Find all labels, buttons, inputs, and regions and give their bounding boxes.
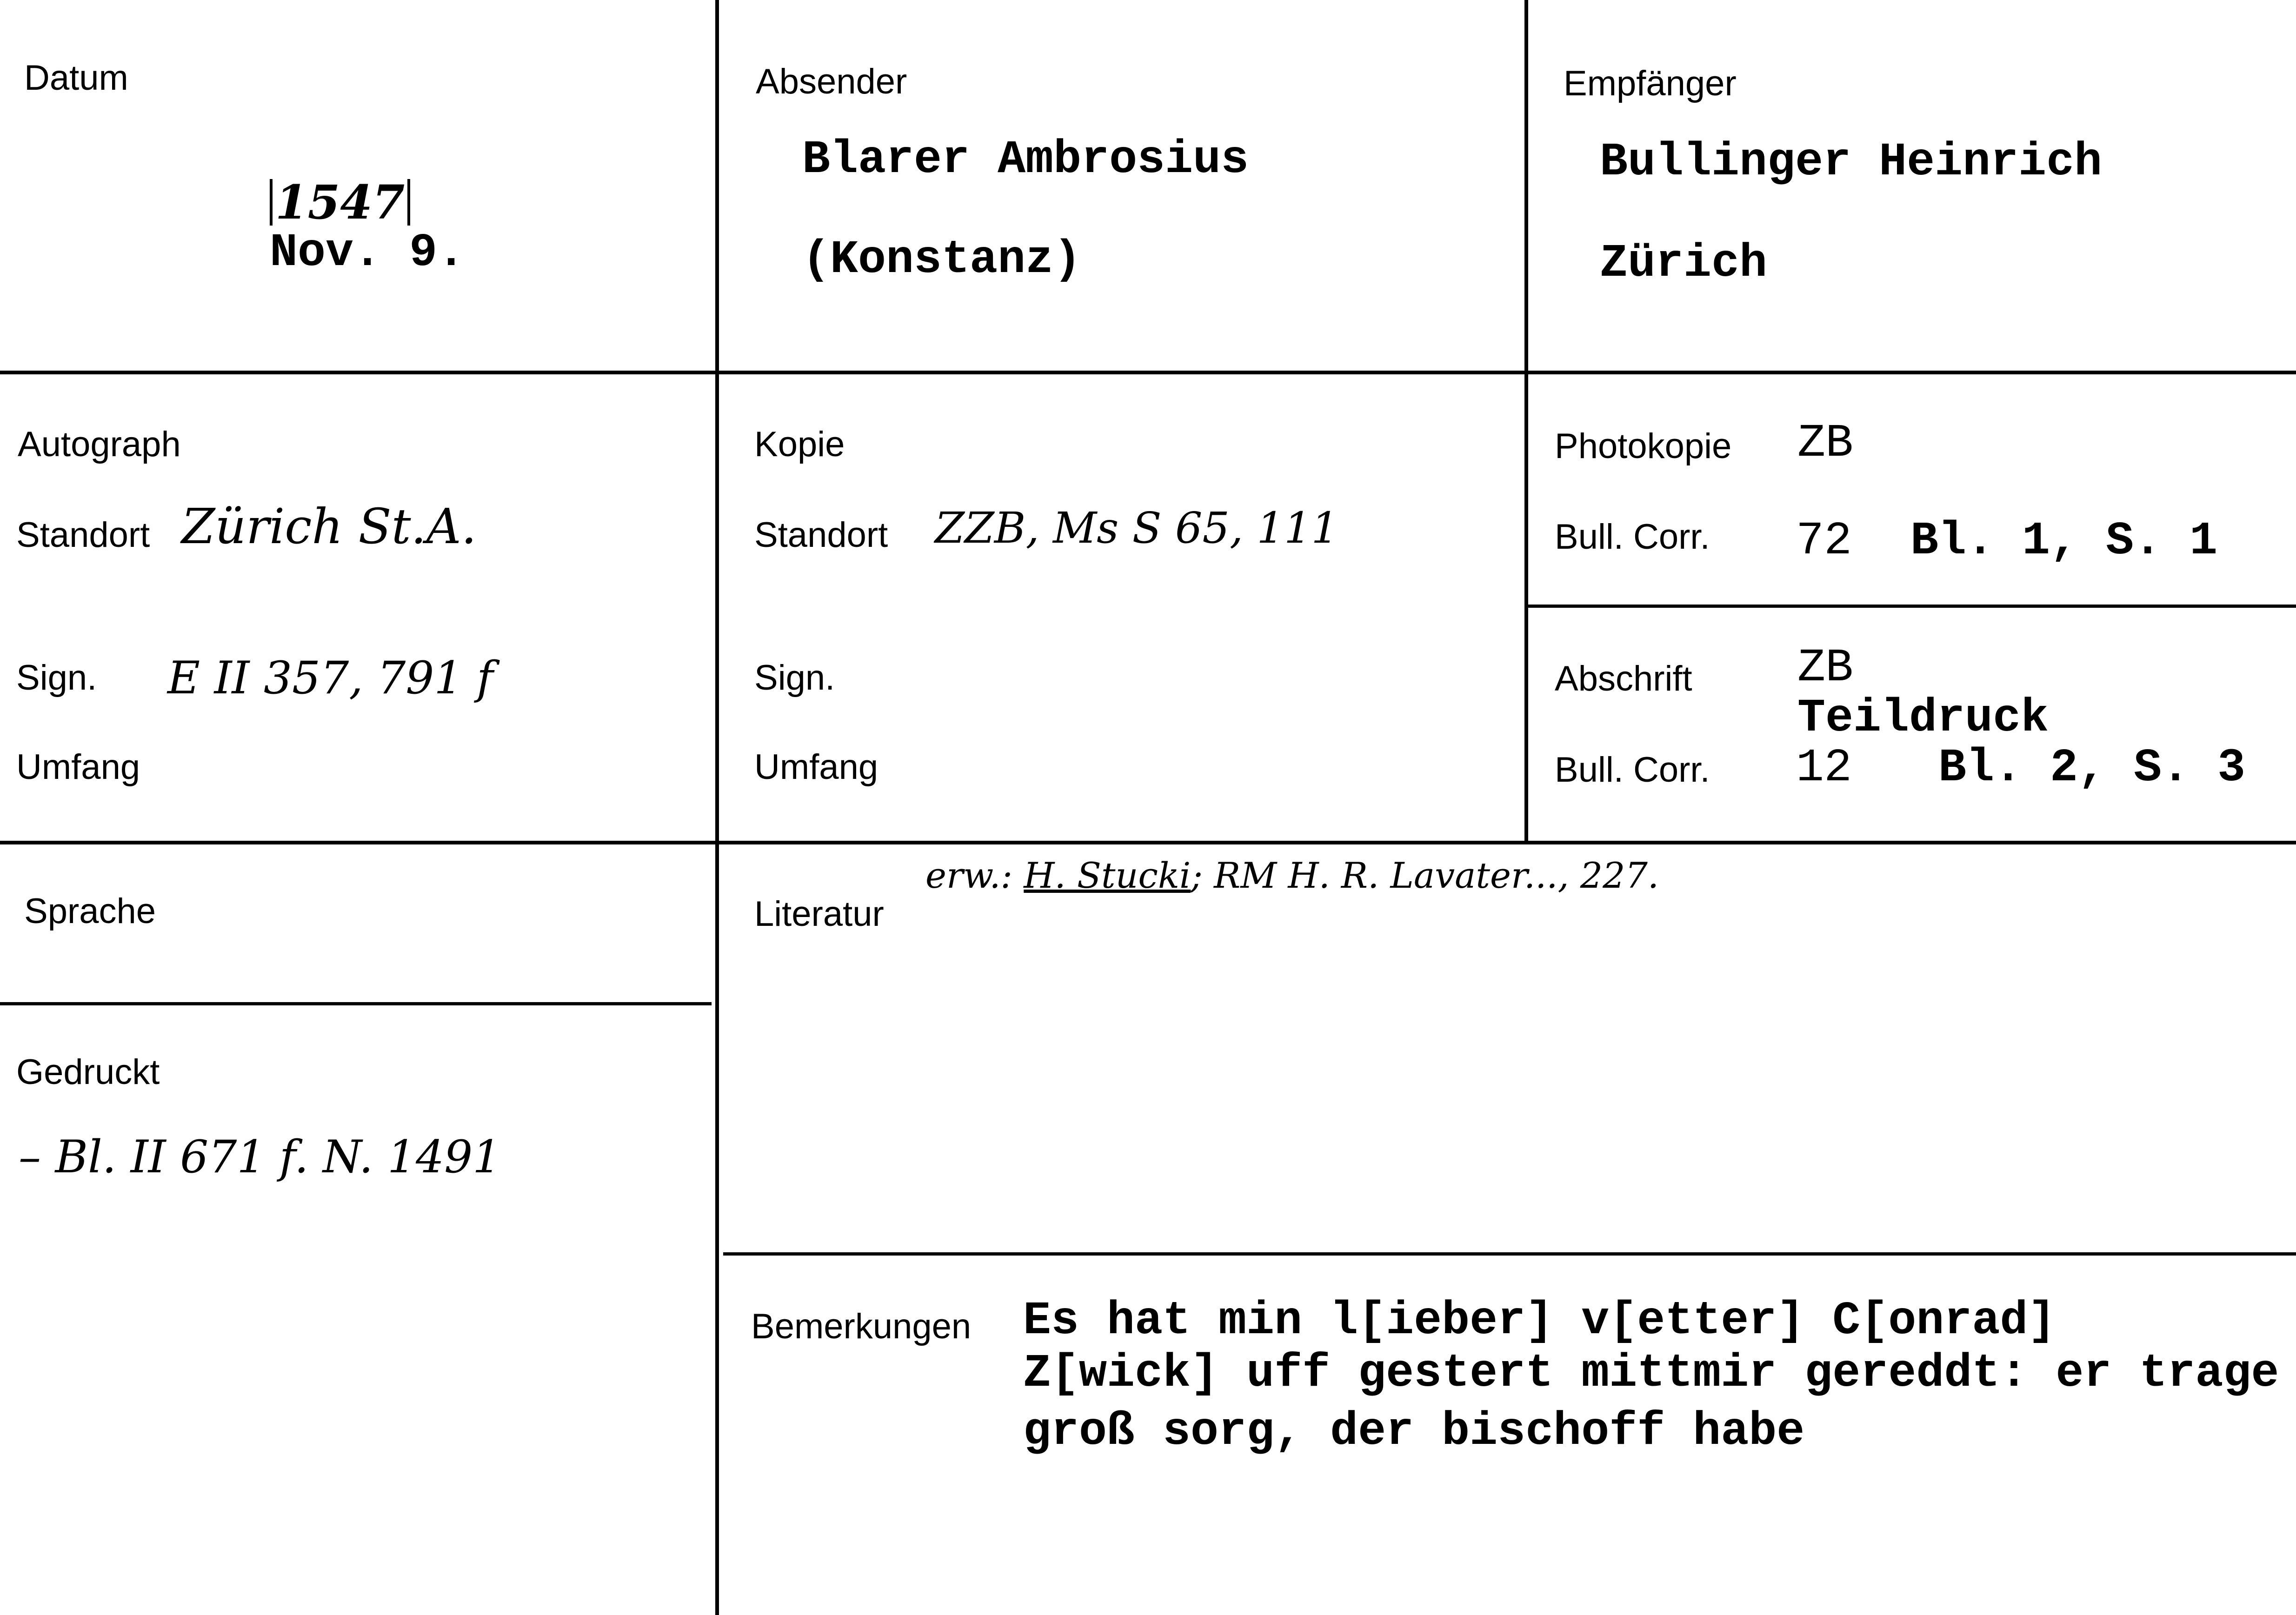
sprache-label: Sprache	[24, 891, 156, 931]
datum-value	[158, 133, 465, 323]
abschrift-label: Abschrift	[1555, 659, 1692, 698]
literatur-note-author: H. Stucki	[1024, 855, 1191, 896]
photokopie-bull-num: 72	[1796, 515, 1852, 568]
divider-horizontal-bemerkungen	[723, 1252, 2296, 1256]
empfaenger-name: Bullinger Heinrich	[1600, 136, 2103, 189]
datum-label: Datum	[24, 58, 128, 98]
gedruckt-value: – Bl. II 671 f. N. 1491	[19, 1131, 501, 1183]
datum-year: 1547	[270, 179, 410, 226]
photokopie-value: ZB	[1797, 418, 1854, 470]
absender-label: Absender	[756, 62, 907, 101]
autograph-standort-label: Standort	[16, 515, 150, 555]
divider-horizontal-photokopie	[1524, 605, 2296, 608]
divider-vertical-left	[715, 0, 719, 1615]
gedruckt-label: Gedruckt	[16, 1052, 160, 1092]
absender-place: (Konstanz)	[802, 234, 1082, 286]
divider-horizontal-2	[0, 841, 2296, 844]
abschrift-value2: Teildruck	[1797, 692, 2049, 745]
kopie-standort-label: Standort	[754, 515, 888, 555]
photokopie-bull-ref: Bl. 1, S. 1	[1910, 515, 2218, 568]
autograph-sign-value: E II 357, 791 f	[167, 652, 493, 704]
bemerkungen-line2: Z[wick] uff gestert mittmir gereddt: er trage	[1023, 1348, 2279, 1400]
literatur-label: Literatur	[754, 894, 884, 934]
divider-horizontal-1	[0, 371, 2296, 374]
kopie-sign-label: Sign.	[754, 658, 835, 698]
bemerkungen-line1: Es hat min l[ieber] v[etter] C[onrad]	[1023, 1295, 2056, 1348]
bemerkungen-line3: groß sorg, der bischoff habe	[1023, 1406, 1805, 1458]
autograph-standort-value: Zürich St.A.	[181, 498, 477, 555]
abschrift-bull-num: 12	[1796, 742, 1852, 795]
abschrift-bull-ref: Bl. 2, S. 3	[1938, 742, 2246, 795]
divider-horizontal-sprache	[0, 1002, 712, 1005]
photokopie-label: Photokopie	[1555, 426, 1732, 466]
photokopie-bull-label: Bull. Corr.	[1555, 517, 1710, 557]
autograph-umfang-label: Umfang	[16, 747, 140, 787]
absender-name: Blarer Ambrosius	[802, 134, 1249, 186]
divider-vertical-right	[1524, 0, 1528, 841]
empfaenger-label: Empfänger	[1564, 64, 1737, 103]
bemerkungen-label: Bemerkungen	[751, 1307, 972, 1346]
literatur-note-prefix: erw.:	[925, 855, 1013, 896]
literatur-note	[925, 855, 1659, 896]
literatur-note-rest: ; RM H. R. Lavater..., 227.	[1191, 855, 1659, 896]
autograph-label: Autograph	[18, 425, 181, 464]
abschrift-bull-label: Bull. Corr.	[1555, 750, 1710, 790]
abschrift-value: ZB	[1797, 642, 1854, 695]
autograph-sign-label: Sign.	[16, 658, 97, 698]
kopie-umfang-label: Umfang	[754, 747, 878, 787]
empfaenger-place: Zürich	[1600, 238, 1768, 290]
kopie-standort-value: ZZB, Ms S 65, 111	[935, 503, 1339, 553]
datum-date: Nov. 9.	[270, 227, 466, 279]
kopie-label: Kopie	[754, 425, 845, 464]
